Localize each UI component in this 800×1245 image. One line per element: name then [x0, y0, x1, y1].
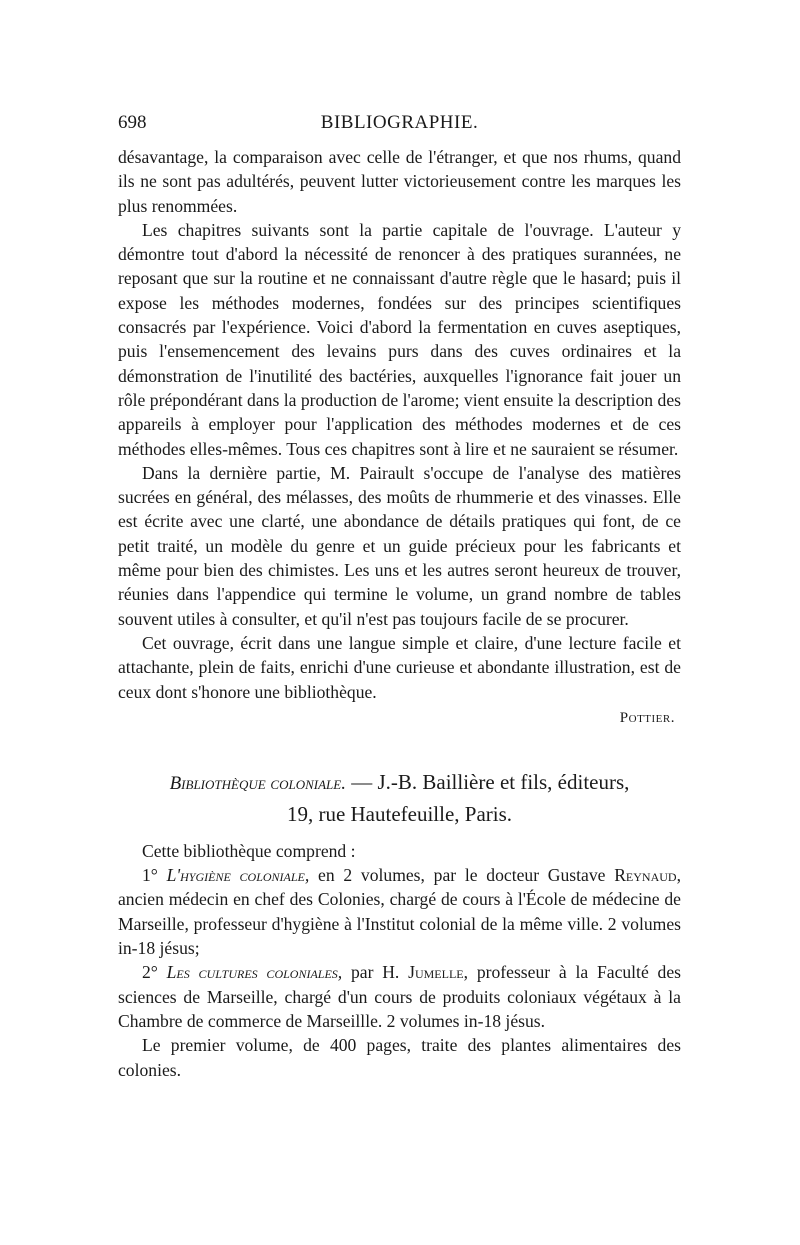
item-author: Reynaud [614, 865, 677, 886]
item-author: Jumelle [408, 962, 464, 983]
item-text: , professeur à la Faculté des sciences de Marseille, chargé d'un cours de produits coloniaux végétaux à la Chambre de commerce de Marseillle. 2 volumes in-18 jésus. [118, 962, 681, 1031]
review-body [118, 145, 681, 704]
collection-body [118, 839, 681, 1082]
paragraph: Les chapitres suivants sont la partie capitale de l'ouvrage. L'auteur y démontre tout d'abord la nécessité de renoncer à des pratiques surannées, ne reposant que sur la routine et ne connaissant d'autre règle que le hasard; puis il expose les méthodes modernes, fondées sur des principes scientifiques consacrés par l'expérience. Voici d'abord la fermentation en cuves aseptiques, puis l'ensemencement des levains purs dans des cuves ordinaires et la démonstration de l'inutilité des bactéries, auxquelles l'ignorance fait jouer un rôle prépondérant dans la production de l'arome; vient ensuite la description des appareils à employer pour l'application des méthodes modernes et de ces méthodes elles-mêmes. Tous ces chapitres sont à lire et ne sauraient se résumer. [118, 219, 681, 459]
item-text: par H. [342, 962, 409, 983]
running-head [118, 112, 681, 142]
list-item [118, 960, 681, 1033]
paragraph: Cet ouvrage, écrit dans une langue simple et claire, d'une lecture facile et attachante, plein de faits, enrichi d'une curieuse et abondante illustration, est de ceux dont s'honore une bibliothèque. [118, 632, 681, 702]
intro-paragraph: Cette bibliothèque comprend : [142, 840, 356, 861]
paragraph: désavantage, la comparaison avec celle de l'étranger, et que nos rhums, quand ils ne sont pas adultérés, peuvent lutter victorieusement contre les marques les plus renommées. [118, 147, 681, 216]
item-title: Les cultures coloniales, [166, 962, 343, 983]
reviewer-signature: Pottier. [619, 709, 675, 726]
item-number: 1° [142, 865, 158, 886]
book-page [118, 112, 681, 1082]
publisher-address: 19, rue Hautefeuille, Paris. [286, 801, 513, 826]
list-item [118, 863, 681, 960]
running-title: BIBLIOGRAPHIE. [320, 112, 479, 133]
item-number: 2° [142, 962, 158, 983]
closing-paragraph: Le premier volume, de 400 pages, traite des plantes alimentaires des colonies. [118, 1035, 681, 1080]
item-text: , ancien médecin en chef des Colonies, chargé de cours à l'École de médecine de Marseille, professeur d'hygiène à l'Institut colonial de la même ville. 2 volumes in-18 jésus; [118, 865, 681, 959]
publisher: — J.-B. Baillière et fils, éditeurs, [345, 769, 630, 794]
section-title [118, 767, 681, 829]
paragraph: Dans la dernière partie, M. Pairault s'occupe de l'analyse des matières sucrées en général, des mélasses, des moûts de rhummerie et des vinasses. Elle est écrite avec une clarté, une abondance de détails pratiques qui font, de ce petit traité, un modèle du genre et un guide précieux pour les fabricants et même pour bien des chimistes. Les uns et les autres seront heureux de trouver, réunies dans l'appendice qui termine le volume, un grand nombre de tables souvent utiles à consulter, et qu'il n'est pas toujours facile de se procurer. [118, 462, 681, 629]
collection-name: Bibliothèque coloniale. [169, 772, 346, 794]
item-title: L'hygiène coloniale, [166, 865, 310, 886]
item-text: en 2 volumes, par le docteur Gustave [309, 865, 615, 886]
page-number: 698 [118, 112, 147, 133]
